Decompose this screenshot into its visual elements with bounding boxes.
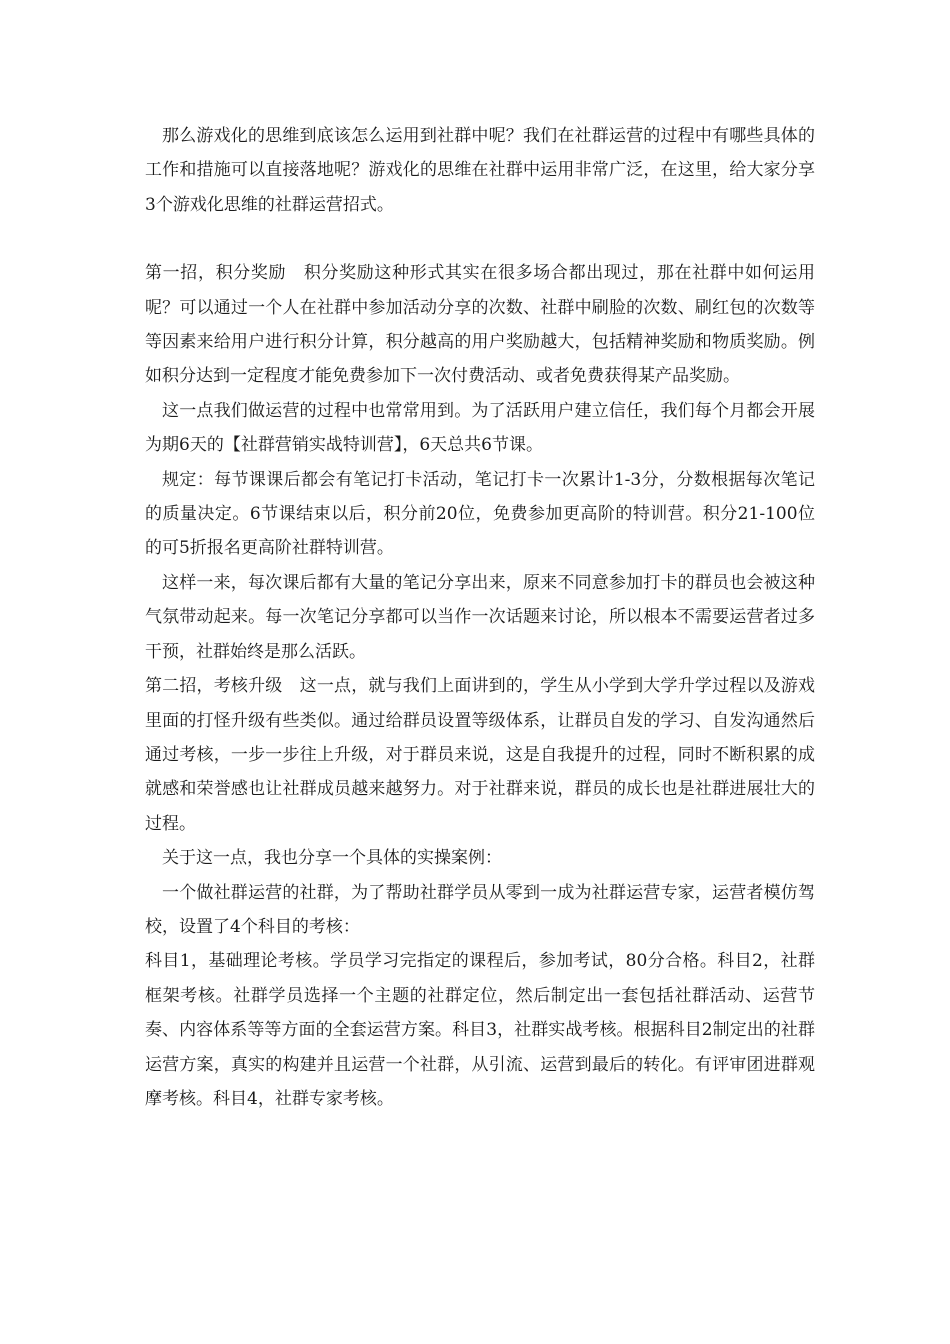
- intro-paragraph: 那么游戏化的思维到底该怎么运用到社群中呢？我们在社群运营的过程中有哪些具体的工作和措施可以直接落地呢？游戏化的思维在社群中运用非常广泛，在这里，给大家分享3个游戏化思维的社群运营招式。: [145, 126, 815, 215]
- document-page: [145, 119, 815, 1116]
- case-paragraph: 一个做社群运营的社群，为了帮助社群学员从零到一成为社群运营专家，运营者模仿驾校，设置了4个科目的考核：: [145, 882, 815, 937]
- subjects-paragraph: 科目1，基础理论考核。学员学习完指定的课程后，参加考试，80分合格。科目2，社群框架考核。社群学员选择一个主题的社群定位，然后制定出一套包括社群活动、运营节奏、内容体系等等方面的全套运营方案。科目3，社群实战考核。根据科目2制定出的社群运营方案，真实的构建并且运营一个社群，从引流、运营到最后的转化。有评审团进群观摩考核。科目4，社群专家考核。: [145, 951, 815, 1109]
- tactic-two-paragraph: 第二招，考核升级 这一点，就与我们上面讲到的，学生从小学到大学升学过程以及游戏里面的打怪升级有些类似。通过给群员设置等级体系，让群员自发的学习、自发沟通然后通过考核，一步一步往上升级，对于群员来说，这是自我提升的过程，同时不断积累的成就感和荣誉感也让社群成员越来越努力。对于社群来说，群员的成长也是社群进展壮大的过程。: [145, 676, 815, 834]
- rules-paragraph: 规定：每节课课后都会有笔记打卡活动，笔记打卡一次累计1-3分，分数根据每次笔记的质量决定。6节课结束以后，积分前20位，免费参加更高阶的特训营。积分21-100位的可5折报名更高阶社群特训营。: [145, 469, 815, 559]
- tactic-one-paragraph: 第一招，积分奖励 积分奖励这种形式其实在很多场合都出现过，那在社群中如何运用呢？可以通过一个人在社群中参加活动分享的次数、社群中刷脸的次数、刷红包的次数等等因素来给用户进行积分计算，积分越高的用户奖励越大，包括精神奖励和物质奖励。例如积分达到一定程度才能免费参加下一次付费活动、或者免费获得某产品奖励。: [145, 263, 815, 387]
- case-intro-paragraph: 关于这一点，我也分享一个具体的实操案例：: [162, 848, 502, 869]
- training-camp-paragraph: 这一点我们做运营的过程中也常常用到。为了活跃用户建立信任，我们每个月都会开展为期6天的【社群营销实战特训营】，6天总共6节课。: [145, 400, 815, 456]
- effect-paragraph: 这样一来，每次课后都有大量的笔记分享出来，原来不同意参加打卡的群员也会被这种气氛带动起来。每一次笔记分享都可以当作一次话题来讨论，所以根本不需要运营者过多干预，社群始终是那么活跃。: [145, 572, 815, 662]
- paragraph-gap: [145, 222, 815, 256]
